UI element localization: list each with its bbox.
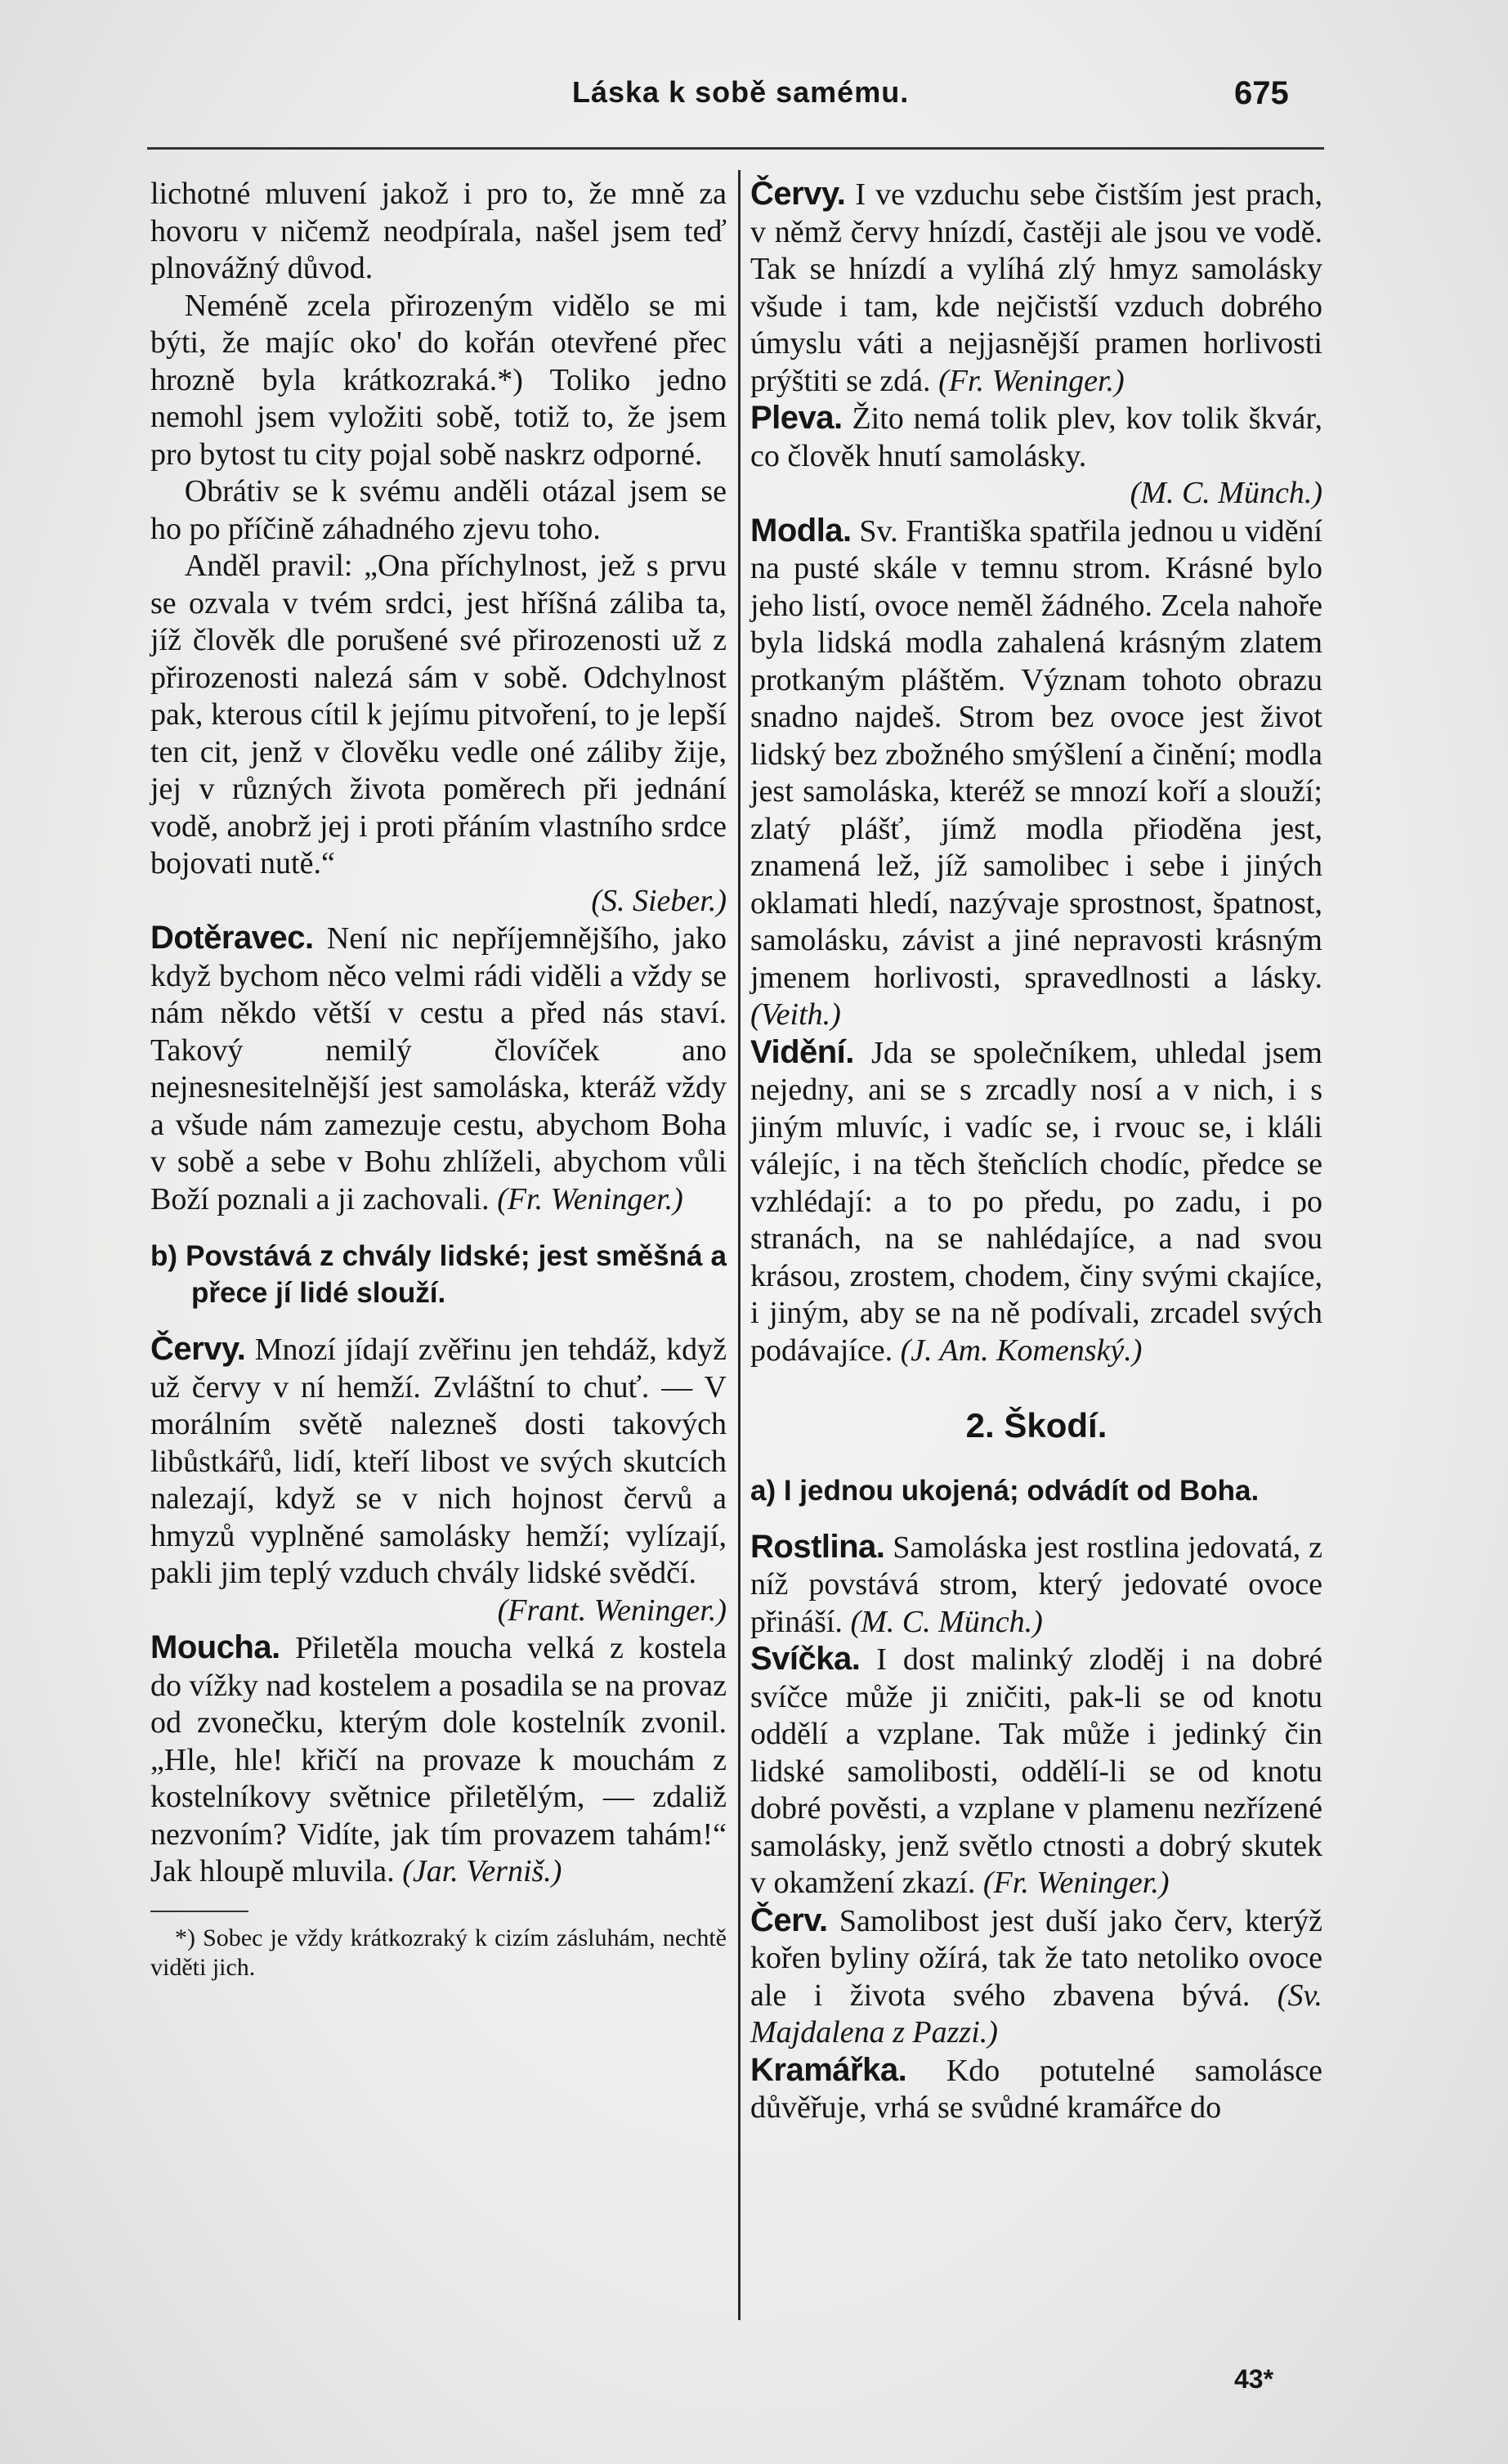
subsection-heading: b) Povstává z chvály lidské; jest směšná a přece jí lidé slouží.: [150, 1240, 727, 1309]
section-title: 2. Škodí.: [965, 1406, 1108, 1445]
source-citation: (Sv. Majdalena z Pazzi.): [750, 1978, 1322, 2050]
entry-text: Kdo potutelné samolásce důvěřuje, vrhá se svůdné kramářce do: [750, 2053, 1322, 2125]
entry-text: Samolibost jest duší jako červ, kterýž kořen byliny ožírá, tak že tato netoliko ovoce ale i života svého zbavena bývá.: [750, 1903, 1323, 2013]
entry-keyword: Dotěravec.: [150, 920, 314, 956]
entry-text: Mnozí jídají zvěřinu jen tehdáž, když už červy v ní hemží. Zvláštní to chuť. — V morálním světě nalezneš dosti takových libůstkářů, lidí, kteří libost ve svých skutcích nalezají, když se v nich hojnost červů a hmyzů vyplněné samolásky hemží; vylízají, pakli jim teplý vzduch chvály lidské svědčí.: [150, 1333, 727, 1590]
entry-keyword: Kramářka.: [750, 2051, 907, 2088]
entry-doteravec: [150, 920, 727, 1218]
source-citation: (Fr. Weninger.): [497, 1181, 683, 1216]
column-divider: [738, 170, 741, 2320]
entry-cervy: [150, 1331, 727, 1593]
paragraph: Neméně zcela přirozeným vidělo se mi býti, že majíc oko' do kořán otevřené přec hrozně byla krátkozraká.*) Toliko jedno nemohl jsem vyložiti sobě, totiž to, že jsem pro bytost tu city pojal sobě naskrz odporné.: [150, 288, 727, 472]
paragraph: lichotné mluvení jakož i pro to, že mně za hovoru v ničemž neodpírala, našel jsem teď plnovážný důvod.: [150, 177, 727, 285]
entry-keyword: Moucha.: [150, 1629, 280, 1665]
source-citation: (M. C. Münch.): [850, 1604, 1043, 1639]
footnote-rule: [150, 1911, 248, 1912]
entry-keyword: Červ.: [750, 1902, 828, 1938]
source-citation: (Veith.): [750, 997, 841, 1032]
running-title: Láska k sobě samému.: [572, 75, 910, 109]
entry-keyword: Modla.: [750, 512, 852, 549]
entry-text: Sv. Františka spatřila jednou u vidění na pusté skále v temnu strom. Krásné bylo jeho listí, ovoce neměl žádného. Zcela nahoře byla lidská modla zahalená krásným zlatem protkaným pláštěm. Význam tohoto obrazu snadno najdeš. Strom bez ovoce jest život lidský bez zbožného smýšlení a činění; modla jest samoláska, kteréž se mnozí koří a slouží; zlatý plášť, jímž modla přioděna jest, znamená lež, jíž samolibec i sebe i jiných oklamati hledí, nazývaje sprostnost, špatnost, samolásku, závist a jiné nepravosti krásným jmenem horlivosti, spravedlnosti a lásky.: [750, 513, 1323, 995]
entry-keyword: Vidění.: [750, 1033, 854, 1070]
entry-keyword: Svíčka.: [750, 1641, 861, 1677]
entry-text: Samoláska jest rostlina jedovatá, z níž povstává strom, který jedovaté ovoce přináší.: [750, 1530, 1323, 1639]
header-rule: [147, 147, 1324, 150]
source-citation: (M. C. Münch.): [1130, 476, 1322, 510]
right-column: [750, 176, 1322, 2127]
entry-moucha: [150, 1629, 727, 1891]
entry-pleva: [750, 400, 1322, 475]
entry-rostlina: [750, 1529, 1322, 1642]
entry-keyword: Červy.: [150, 1331, 246, 1367]
entry-keyword: Červy.: [750, 176, 846, 212]
page-number: 675: [1234, 75, 1289, 111]
entry-modla: [750, 513, 1322, 1034]
entry-text: Žito nemá tolik plev, kov tolik škvár, co člověk hnutí samolásky.: [750, 401, 1322, 473]
source-citation: (J. Am. Komenský.): [900, 1333, 1143, 1368]
signature-mark: 43*: [1234, 2364, 1274, 2394]
source-citation: (S. Sieber.): [591, 883, 727, 918]
entry-text: I ve vzduchu sebe čistším jest prach, v němž červy hnízdí, častěji ale jsou ve vodě. Tak se hnízdí a vylíhá zlý hmyz samolásky všude i tam, kde nejčistší vzduch dobrého úmyslu váti a nejjasnější pramen horlivosti prýštiti se zdá.: [750, 177, 1322, 398]
entry-text: Není nic nepříjemnějšího, jako když bychom něco velmi rádi viděli a vždy se nám někdo větší v cestu a před nás staví. Takový nemilý človíček ano nejnesnesitelnější jest samoláska, kteráž vždy a všude nám zamezuje cestu, abychom Boha v sobě a sebe v Bohu zhlíželi, abychom vůli Boží poznali a ji zachovali.: [150, 921, 727, 1216]
entry-kramarka: [750, 2052, 1322, 2127]
source-citation: (Frant. Weninger.): [497, 1593, 727, 1628]
entry-keyword: Pleva.: [750, 400, 843, 436]
paragraph: Obrátiv se k svému anděli otázal jsem se ho po příčině záhadného zjevu toho.: [150, 474, 727, 546]
page-header: [0, 75, 1508, 124]
source-citation: (Fr. Weninger.): [938, 363, 1125, 398]
entry-svicka: [750, 1641, 1322, 1902]
subsection-heading: a) I jednou ukojená; odvádít od Boha.: [750, 1474, 1260, 1507]
left-column: [150, 176, 727, 1982]
entry-videni: [750, 1034, 1322, 1370]
entry-cerv: [750, 1902, 1322, 2052]
entry-cervy: [750, 176, 1322, 400]
entry-text: Přiletěla moucha velká z kostela do vížky nad kostelem a posadila se na provaz od zvonečku, kterým dole kostelník zvonil. „Hle, hle! křičí na provaze k mouchám z kostelníkovy světnice přiletělým, — zdaliž nezvoním? Vidíte, jak tím provazem tahám!“ Jak hloupě mluvila.: [150, 1631, 727, 1888]
footnote: *) Sobec je vždy krátkozraký k cizím zásluhám, nechtě viděti jich.: [150, 1924, 727, 1981]
source-citation: (Jar. Verniš.): [402, 1854, 562, 1888]
entry-text: I dost malinký zloděj i na dobré svíčce může ji zničiti, pak-li se od knotu oddělí a vzplane. Tak může i jedinký čin lidské samolibosti, oddělí-li se od knotu dobré pověsti, a vzplane v plamenu nezřízené samolásky, jenž světlo ctnosti a dobrý skutek v okamžení zkazí.: [750, 1642, 1322, 1900]
entry-keyword: Rostlina.: [750, 1528, 885, 1565]
entry-text: Jda se společníkem, uhledal jsem nejedny, ani se s zrcadly nosí a v nich, i s jiným mluvíc, i vadíc se, i rvouc se, i kláli válejíc, i na těch šteňclích chodíc, předce se vzhlédají: a to po předu, po zadu, i po stranách, na se nahlédajíce, a nad svou krásou, zrostem, chodem, činy svými ckajíce, i jiným, aby se na ně podívali, zrcadel svých podávajíce.: [750, 1035, 1322, 1368]
paragraph: Anděl pravil: „Ona příchylnost, jež s prvu se ozvala v tvém srdci, jest hříšná záliba ta, jíž člověk dle porušené své přirozenosti už z přirozenosti nalezá sám v sobě. Odchylnost pak, kterous cítil k jejímu pitvoření, to je lepší ten cit, jenž v člověku vedle oné záliby žije, jej v různých života poměrech při jednání vodě, anobrž jej i proti přáním vlastního srdce bojovati nutě.“: [150, 549, 727, 880]
source-citation: (Fr. Weninger.): [982, 1866, 1170, 1900]
